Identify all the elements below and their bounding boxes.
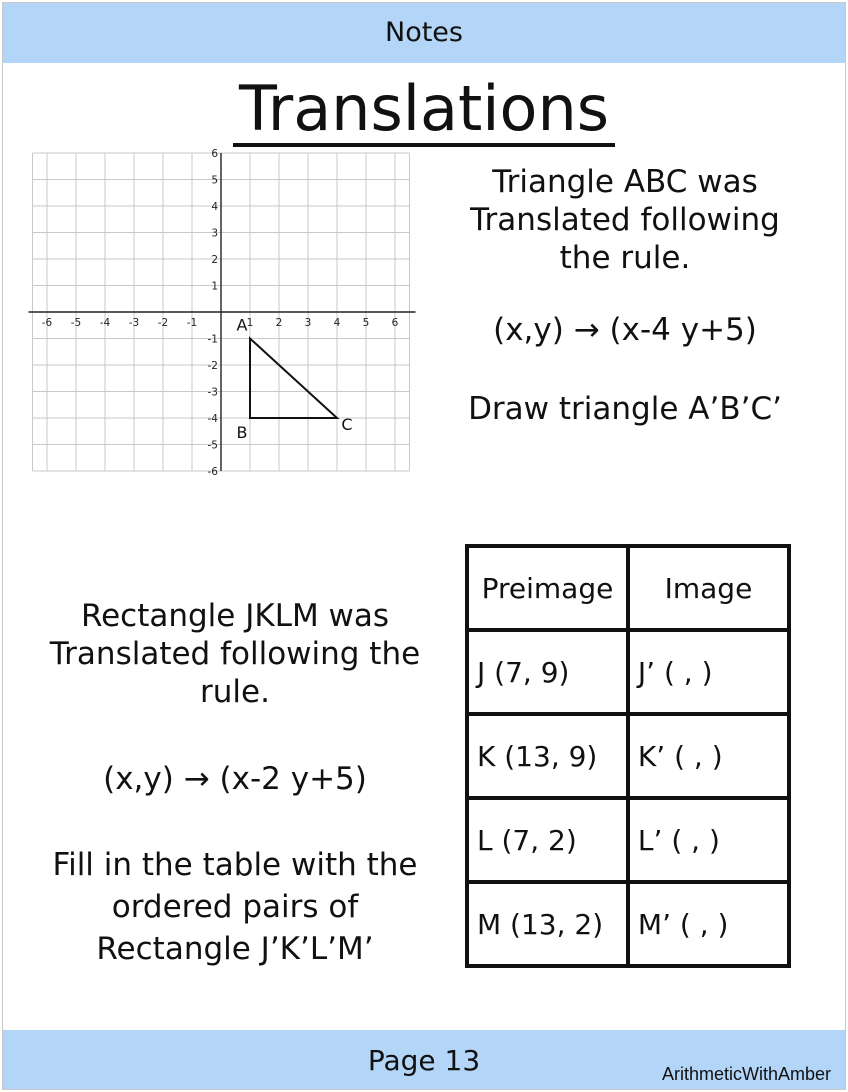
page-title xyxy=(0,72,848,147)
image-cell[interactable]: K’ ( , ) xyxy=(628,714,789,798)
footer-bar xyxy=(3,1030,845,1089)
preimage-cell: L (7, 2) xyxy=(467,798,628,882)
coordinate-table xyxy=(465,544,791,968)
rectangle-rule: (x,y) → (x-2 y+5) xyxy=(103,761,367,797)
x-tick-label: 3 xyxy=(304,317,312,329)
vertex-label: C xyxy=(341,415,353,434)
image-cell[interactable]: J’ ( , ) xyxy=(628,630,789,714)
y-tick-label: -2 xyxy=(207,360,218,372)
triangle-rule: (x,y) → (x-4 y+5) xyxy=(493,312,757,348)
fill-instruction: Fill in the table with the ordered pairs of Rectangle J’K’L’M’ xyxy=(52,847,418,967)
image-cell[interactable]: M’ ( , ) xyxy=(628,882,789,966)
y-tick-label: 4 xyxy=(211,201,218,213)
table-row xyxy=(467,714,789,798)
header-image: Image xyxy=(628,546,789,630)
preimage-cell: J (7, 9) xyxy=(467,630,628,714)
draw-instruction: Draw triangle A’B’C’ xyxy=(468,391,782,427)
x-tick-label: 4 xyxy=(333,317,341,329)
x-tick-label: 5 xyxy=(362,317,370,329)
y-tick-label: 3 xyxy=(211,227,218,240)
brand-label: ArithmeticWithAmber xyxy=(661,1064,831,1084)
x-tick-labels xyxy=(42,317,399,329)
table-row xyxy=(467,882,789,966)
x-tick-label: -5 xyxy=(70,317,82,329)
y-tick-label: 2 xyxy=(211,254,218,266)
page-number: Page 13 xyxy=(367,1044,481,1077)
y-tick-label: -1 xyxy=(207,333,218,346)
x-tick-label: -2 xyxy=(157,317,169,329)
preimage-cell: M (13, 2) xyxy=(467,882,628,966)
x-tick-label: 2 xyxy=(275,317,283,329)
header-label: Notes xyxy=(385,17,463,48)
axes xyxy=(29,153,416,471)
y-tick-label: 6 xyxy=(211,148,218,160)
coordinate-grid xyxy=(28,148,418,478)
table-row xyxy=(467,798,789,882)
x-tick-label: -4 xyxy=(99,317,111,329)
x-tick-label: 1 xyxy=(246,317,254,329)
title-text: Translations xyxy=(233,76,615,147)
y-tick-label: 5 xyxy=(211,174,218,187)
header-bar xyxy=(3,3,845,63)
x-tick-label: -1 xyxy=(186,317,198,329)
y-tick-labels xyxy=(208,148,219,478)
x-tick-label: 6 xyxy=(391,317,399,329)
triangle-abc xyxy=(237,316,353,443)
table-row xyxy=(467,630,789,714)
preimage-cell: K (13, 9) xyxy=(467,714,628,798)
triangle-shape xyxy=(250,339,337,419)
x-tick-label: -6 xyxy=(41,317,53,329)
header-preimage: Preimage xyxy=(467,546,628,630)
y-tick-label: -4 xyxy=(207,413,218,425)
y-tick-label: -5 xyxy=(207,439,218,452)
x-tick-label: -3 xyxy=(128,317,140,329)
image-cell[interactable]: L’ ( , ) xyxy=(628,798,789,882)
triangle-description: Triangle ABC was Translated following the rule. xyxy=(470,164,780,276)
vertex-label: B xyxy=(236,423,248,442)
y-tick-label: -3 xyxy=(207,386,218,399)
rectangle-description: Rectangle JKLM was Translated following the rule. xyxy=(49,598,421,710)
y-tick-label: 1 xyxy=(211,280,218,293)
vertex-label: A xyxy=(236,315,248,335)
y-tick-label: -6 xyxy=(207,466,218,478)
table-header-row xyxy=(467,546,789,630)
